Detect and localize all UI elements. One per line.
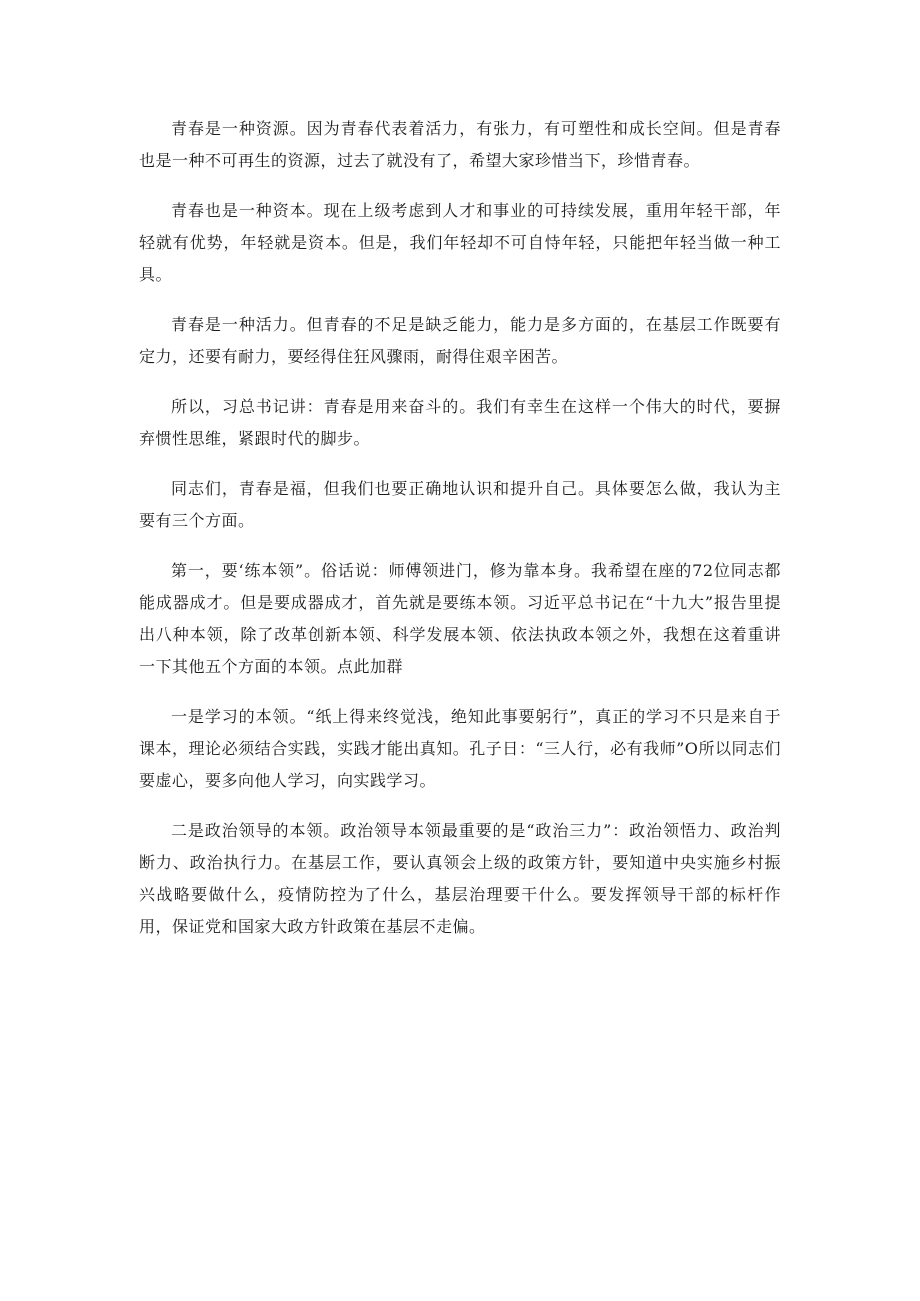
paragraph: 一是学习的本领。“纸上得来终觉浅，绝知此事要躬行”，真正的学习不只是来自于课本，理论必须结合实践，实践才能出真知。孔子日：“三人行，必有我师”O所以同志们要虚心，要多向他人学习，向实践学习。 — [139, 707, 781, 790]
paragraph: 所以，习总书记讲：青春是用来奋斗的。我们有幸生在这样一个伟大的时代，要摒弃惯性思维，紧跟时代的脚步。 — [139, 397, 781, 448]
paragraph: 同志们，青春是福，但我们也要正确地认识和提升自己。具体要怎么做，我认为主要有三个方面。 — [139, 479, 781, 530]
paragraph: 青春是一种资源。因为青春代表着活力，有张力，有可塑性和成长空间。但是青春也是一种不可再生的资源，过去了就没有了，希望大家珍惜当下，珍惜青春。 — [139, 119, 781, 170]
paragraph: 青春是一种活力。但青春的不足是缺乏能力，能力是多方面的，在基层工作既要有定力，还要有耐力，要经得住狂风骤雨，耐得住艰辛困苦。 — [139, 315, 781, 366]
paragraph: 第一，要‘练本领”。俗话说：师傅领进门，修为靠本身。我希望在座的72位同志都能成器成才。但是要成器成才，首先就是要练本领。习近平总书记在“十九大”报告里提出八种本领，除了改革创新本领、科学发展本领、依法执政本领之外，我想在这着重讲一下其他五个方面的本领。点此加群 — [139, 561, 781, 676]
paragraph: 青春也是一种资本。现在上级考虑到人才和事业的可持续发展，重用年轻干部，年轻就有优势，年轻就是资本。但是，我们年轻却不可自恃年轻，只能把年轻当做一种工具。 — [139, 201, 781, 284]
paragraph: 二是政治领导的本领。政治领导本领最重要的是“政治三力”：政治领悟力、政治判断力、政治执行力。在基层工作，要认真领会上级的政策方针，要知道中央实施乡村振兴战略要做什么，疫情防控为了什么，基层治理要干什么。要发挥领导干部的标杆作用，保证党和国家大政方针政策在基层不走偏。 — [139, 821, 781, 936]
document-body — [139, 113, 781, 961]
